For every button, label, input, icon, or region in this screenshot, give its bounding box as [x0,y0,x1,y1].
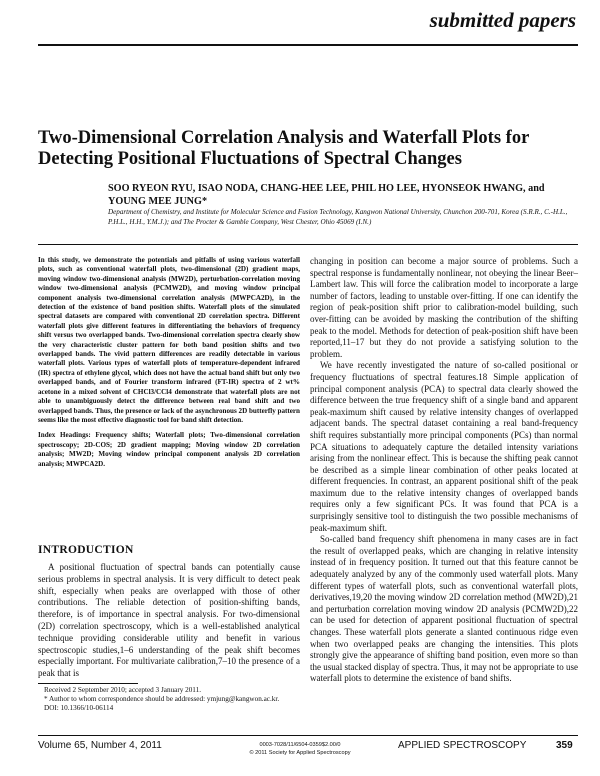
footnotes [44,686,300,713]
section-kicker: submitted papers [429,8,576,32]
body-paragraph-1: changing in position can become a major source of problems. Such a spectral response is fundamentally nonlinear, not obeying the linear Beer–Lambert law. This will force the calibration model to incorporate a large number of factors, leading to unstable over-fitting. If one can identify the region of peak-position shift prior to calibration-model building, such over-fitting can be avoided by masking the contribution of the shifting peak to the model. Methods for detection of peak-position shift have been reported,11–17 but they do not provide a satisfying solution to the problem. [310,256,578,359]
title-rule [38,244,578,245]
article-title: Two-Dimensional Correlation Analysis and Waterfall Plots for Detecting Positional Fluctuations of Spectral Changes [38,128,529,169]
volume-info: Volume 65, Number 4, 2011 [38,740,162,751]
doi: DOI: 10.1366/10-06114 [44,704,114,712]
abstract [38,256,300,475]
author-list: SOO RYEON RYU, ISAO NODA, CHANG-HEE LEE, PHIL HO LEE, HYONSEOK HWANG, and YOUNG MEE JUNG* [108,183,545,207]
introduction-heading: INTRODUCTION [38,544,134,556]
introduction-paragraph: A positional fluctuation of spectral bands can potentially cause serious problems in spectral analysis. It is very difficult to detect peak shift, especially when peaks are overlapped with those of other contributions. The reliable detection of position-shifting bands, therefore, is of importance in spectral analysis. For two-dimensional (2D) correlation spectroscopy, which is a well-established analytical technique providing considerable utility and benefit in various spectroscopic studies,1–6 understanding of the peak shift becomes especially important. For multivariate calibration,7–10 the presence of a peak that is [38,562,300,679]
received-date: Received 2 September 2010; accepted 3 January 2011. [44,686,202,694]
footer-rule [38,735,578,736]
affiliation: Department of Chemistry, and Institute for Molecular Science and Fusion Technology, Kangwon National University, Chunchon 200-701, Korea (S.R.R., C.-H.L., P.H.L., H.H., Y.M.J.); and The Procter & Gamble Company, West Chester, Ohio 45069 (I.N.) [108,208,568,226]
body-paragraph-3: So-called band frequency shift phenomena in many cases are in fact the result of overlapped peaks, which are changing in relative intensity instead of in frequency position. It turned out that this feature cannot be adequately analyzed by any of the commonly used waterfall plots. Many different types of waterfall plots, such as conventional waterfall plots, derivatives,19,20 the moving window 2D correlation method (MW2D),21 and perturbation correlation moving window 2D analysis (PCMW2D),22 can be used for detection of apparent positional fluctuation of spectral changes. These waterfall plots generate a slanted continuous ridge even when two overlapped peaks are changing the intensities. This plots strongly give the appearance of shifting band position, even more so than the usual stacked display of spectra. Thus, it may not be appropriate to use waterfall plots to determine the existence of band shifts. [310,534,579,684]
introduction-text [38,562,300,680]
index-headings: Index Headings: Frequency shifts; Waterfall plots; Two-dimensional correlation spectroscopy; 2D-COS; 2D gradient mapping; Moving window 2D correlation analysis; MW2D; Moving window principal component analysis 2D correlation analysis; MWPCA2D. [38,431,300,468]
footer-codes [232,741,368,757]
page-number: 359 [556,740,573,751]
corresponding-author: * Author to whom correspondence should be addressed: ymjung@kangwon.ac.kr. [44,695,280,703]
right-column [310,256,578,685]
body-paragraph-2: We have recently investigated the nature of so-called positional or frequency fluctuations of spectral features.18 Simple application of principal component analysis (PCA) to spectral data clearly showed the difference between the true frequency shift of a single band and apparent peak-maximum shift caused by relative intensity changes of overlapped adjacent bands. The spectral dataset containing a real band-frequency shift requires substantially more principal components (PCs) than normal PCA situations to adequately capture the detailed intensity variations arising from the nonlinear effect. This is because the shifting peak cannot be described as a simple linear combination of other peaks located at different frequencies. In contrast, an apparent positional shift of the peak maximum due to the relative intensity changes of overlapped bands requires only a few significant PCs. It was found that PCA is a surprisingly sensitive tool to distinguish the two possible mechanisms of peak-maximum shift. [310,360,578,533]
header-rule [38,44,578,46]
abstract-body: In this study, we demonstrate the potentials and pitfalls of using various waterfall plots, such as conventional waterfall plots, two-dimensional (2D) gradient maps, moving window two-dimensional analysis (MW2D), perturbation-correlation moving window two-dimensional analysis (PCMW2D), and moving window principal component analysis two-dimensional correlation analysis (MWPCA2D), in the detection of the existence of band position shifts. Waterfall plots of the simulated spectral datasets are compared with conventional 2D correlation spectra. Different waterfall plots give different features in differentiating the behaviors of frequency shift versus two overlapped bands. Two-dimensional correlation spectra clearly show the very characteristic cluster pattern for both band position shifts and two overlapped bands. The vivid pattern differences are readily detectable in various waterfall plots. Various types of waterfall plots of temperature-dependent infrared (IR) spectra of ethylene glycol, which does not have the actual band shift but only two overlapped bands, and of Fourier transform infrared (FT-IR) spectra of 2 wt% acetone in a mixed solvent of CHCl3/CCl4 demonstrate that waterfall plots are not able to unambiguously detect the difference between real band shift and two overlapped bands. Thus, the presence or lack of the asynchronous 2D butterfly pattern seems like the most effective diagnostic tool for band shift detection. [38,256,300,424]
issn-code: 0003-7028/11/6504-0359$2.00/0 [259,742,341,748]
journal-name: APPLIED SPECTROSCOPY [398,740,527,751]
copyright: © 2011 Society for Applied Spectroscopy [249,750,351,756]
footnote-rule [38,683,138,684]
